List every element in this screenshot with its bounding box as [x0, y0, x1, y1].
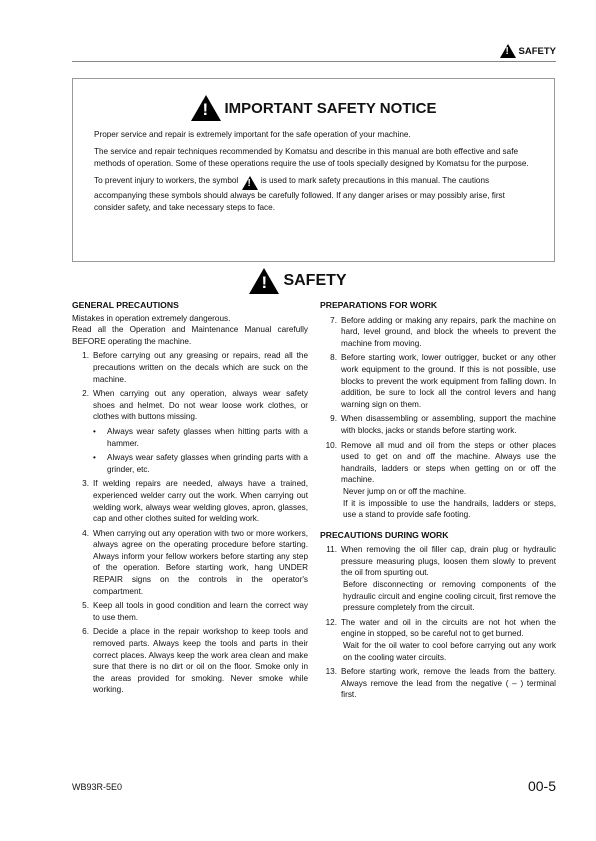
header-rule: [72, 61, 556, 62]
general-precautions-heading: GENERAL PRECAUTIONS: [72, 300, 179, 310]
important-safety-notice-box: [72, 78, 555, 262]
item-body: [341, 544, 556, 614]
item-text: When carrying out any operation, always wear safety shoes and helmet. Do not wear loose work clothes, or clothes with buttons missing.: [93, 389, 308, 422]
list-item: [320, 544, 556, 614]
item-text: When removing the oil filler cap, drain plug or hydraulic pressure measuring plugs, loosen them slowly to prevent the oil from spurting out.: [341, 545, 556, 578]
bullet-text: Always wear safety glasses when hitting parts with a hammer.: [107, 426, 308, 448]
list-item: [320, 315, 556, 350]
section-header-label: SAFETY: [518, 45, 556, 57]
notice-title-text: IMPORTANT SAFETY NOTICE: [224, 99, 437, 117]
right-column: [320, 300, 556, 701]
left-column: [72, 300, 308, 696]
item-text: The water and oil in the circuits are not hot when the engine in stopped, so be careful not to get burned.: [341, 617, 556, 639]
list-item: [320, 617, 556, 663]
warning-icon: [242, 176, 258, 190]
bullet-item: [93, 426, 308, 449]
item-number: 13.: [325, 667, 337, 677]
item-number: 10.: [325, 440, 337, 450]
notice-para2: The service and repair techniques recommended by Komatsu and describe in this manual are both effective and safe methods of operation. Some of these operations require the use of tools specially designed by Komatsu for the purpose.: [94, 147, 529, 168]
item-body: [93, 388, 308, 475]
list-item: [72, 350, 308, 385]
item-number: 3.: [82, 479, 89, 489]
item-number: 7.: [330, 315, 337, 325]
page-number: 00-5: [527, 778, 556, 794]
item-subtext: If it is impossible to use the handrails, ladders or steps, use a stand to provide safe footing.: [343, 498, 556, 520]
notice-para1: Proper service and repair is extremely important for the safe operation of your machine.: [94, 130, 411, 139]
list-item: [72, 600, 308, 623]
item-number: 1.: [82, 351, 89, 361]
item-text: Before adding or making any repairs, park the machine on hard, level ground, and block the wheels to prevent the machine from moving.: [341, 315, 556, 348]
item-text: When disassembling or assembling, support the machine with blocks, jacks or stands before starting work.: [341, 414, 556, 435]
item-number: 11.: [326, 545, 337, 555]
safety-title-text: SAFETY: [283, 272, 347, 289]
document-code: WB93R-5E0: [72, 782, 123, 792]
item-number: 4.: [82, 528, 89, 538]
list-item: [72, 478, 308, 524]
list-item: [320, 666, 556, 701]
section-header: [500, 43, 556, 59]
item-subtext: Wait for the oil water to cool before carrying out any work on the cooling water circuits.: [343, 641, 556, 662]
intro-line1: Mistakes in operation extremely dangerous.: [72, 313, 231, 323]
item-text: Decide a place in the repair workshop to keep tools and removed parts. Always keep the tools and parts in their correct places. Always keep the work area clean and make sure that there is no dirt or oil on the floor. Smoke only in the areas provided for smoking. Never smoke while working.: [93, 627, 308, 695]
item-text: Keep all tools in good condition and learn the correct way to use them.: [93, 601, 308, 622]
item-number: 9.: [330, 414, 337, 424]
item-subtext: Never jump on or off the machine.: [343, 486, 467, 496]
item-text: Remove all mud and oil from the steps or other places used to get on and off the machine. Always use the handrails, ladders or steps when getting on or off the machine.: [341, 440, 556, 485]
item-body: [341, 440, 556, 521]
list-item: [320, 413, 556, 436]
item-number: 2.: [82, 389, 89, 399]
warning-icon: [191, 95, 221, 121]
warning-icon: [500, 44, 516, 58]
item-body: [341, 617, 556, 663]
precautions-during-work-heading: PRECAUTIONS DURING WORK: [320, 529, 449, 540]
item-subtext: Before disconnecting or removing components of the hydraulic circuit and engine cooling circuit, first remove the pressure completely from the circuit.: [343, 580, 556, 613]
notice-body: [94, 129, 534, 214]
preparations-heading: PREPARATIONS FOR WORK: [320, 300, 438, 310]
list-item: [72, 528, 308, 598]
item-text: When carrying out any operation with two or more workers, always agree on the operating procedure before starting. Always inform your fellow workers before starting any step of the operation. Before starting work, hang UNDER REPAIR signs on the controls in the operator's compartment.: [93, 528, 308, 596]
bullet-text: Always wear safety glasses when grinding parts with a grinder, etc.: [107, 453, 308, 474]
list-item: [72, 388, 308, 475]
notice-para3-after: is used to mark safety precautions in this manual. The cautions accompanying these symbols should always be carefully followed. If any danger arises or may possibly arise, first consider safety, and take necessary steps to face.: [94, 176, 505, 212]
bullet-item: [93, 452, 308, 475]
notice-para3-before: To prevent injury to workers, the symbol: [94, 176, 239, 185]
list-item: [320, 440, 556, 521]
item-text: Before starting work, lower outrigger, bucket or any other work equipment to the ground. If this is not possible, use blocks to prevent the work equipment from falling down. In addition, be sure to lock all the control levers and hang warning sign on them.: [341, 353, 556, 409]
item-text: Before starting work, remove the leads from the battery. Always remove the lead from the negative ( – ) terminal first.: [341, 667, 556, 700]
item-number: 12.: [325, 617, 337, 627]
item-text: Before carrying out any greasing or repairs, read all the precautions written on the decals which are suck on the machine.: [93, 351, 308, 384]
item-number: 5.: [82, 601, 89, 611]
notice-para3: [94, 175, 534, 214]
notice-title: [73, 95, 554, 121]
list-item: [320, 352, 556, 410]
intro-line2: Read all the Operation and Maintenance Manual carefully BEFORE operating the machine.: [72, 325, 308, 346]
item-number: 6.: [82, 627, 89, 637]
item-number: 8.: [330, 353, 337, 363]
safety-section-title: [0, 268, 596, 294]
warning-icon: [249, 268, 279, 294]
item-text: If welding repairs are needed, always have a trained, experienced welder carry out the work. When carrying out welding work, always wear welding gloves, apron, glasses, cap and other clothes suited for welding work.: [93, 479, 308, 524]
bullet-mark: •: [93, 453, 96, 463]
list-item: [72, 626, 308, 696]
bullet-mark: •: [93, 426, 96, 436]
